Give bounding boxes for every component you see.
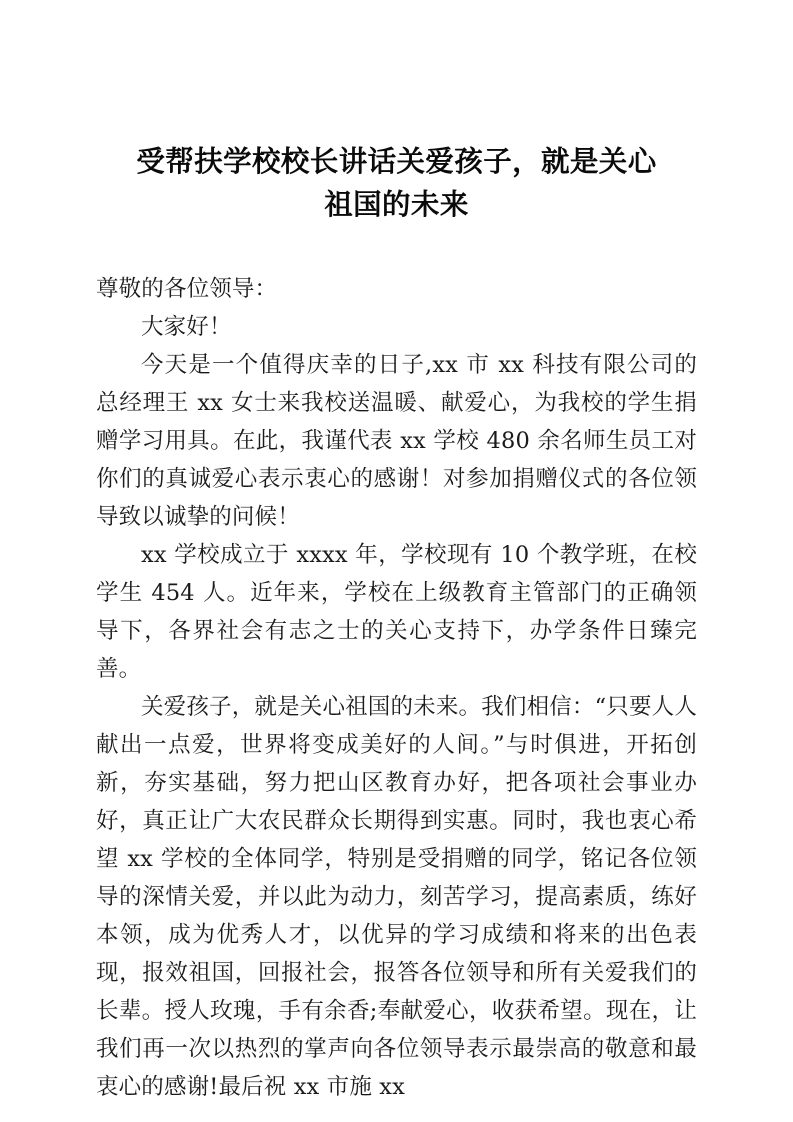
page-title: [96, 140, 697, 226]
paragraph-greeting: 大家好！: [141, 314, 232, 340]
paragraph-thanks: 今天是一个值得庆幸的日子,xx 市 xx 科技有限公司的总经理王 xx 女士来我校送温暖、献爱心，为我校的学生捐赠学习用具。在此，我谨代表 xx 学校 480 余名师生员工对你们的真诚爱心表示衷心的感谢！对参加捐赠仪式的各位领导致以诚挚的问候！: [96, 352, 697, 530]
document-body: [96, 270, 697, 1106]
paragraph-salutation: 尊敬的各位领导：: [96, 276, 278, 302]
paragraph-care-children: 关爱孩子，就是关心祖国的未来。我们相信：“只要人人献出一点爱，世界将变成美好的人间。”与时俱进，开拓创新，夯实基础，努力把山区教育办好，把各项社会事业办好，真正让广大农民群众长期得到实惠。同时，我也衷心希望 xx 学校的全体同学，特别是受捐赠的同学，铭记各位领导的深情关爱，并以此为动力，刻苦学习，提高素质，练好本领，成为优秀人才，以优异的学习成绩和将来的出色表现，报效祖国，回报社会，报答各位领导和所有关爱我们的长辈。授人玫瑰，手有余香;奉献爱心，收获希望。现在，让我们再一次以热烈的掌声向各位领导表示最崇高的敬意和最衷心的感谢!最后祝 xx 市施 xx: [96, 694, 697, 1100]
document-content: [96, 140, 697, 1106]
paragraph-school-intro: xx 学校成立于 xxxx 年，学校现有 10 个教学班，在校学生 454 人。近年来，学校在上级教育主管部门的正确领导下，各界社会有志之士的关心支持下，办学条件日臻完善。: [96, 542, 697, 682]
page-title-line-1: 受帮扶学校校长讲话关爱孩子，就是关心: [136, 145, 657, 178]
page-title-line-2: 祖国的未来: [324, 188, 469, 221]
